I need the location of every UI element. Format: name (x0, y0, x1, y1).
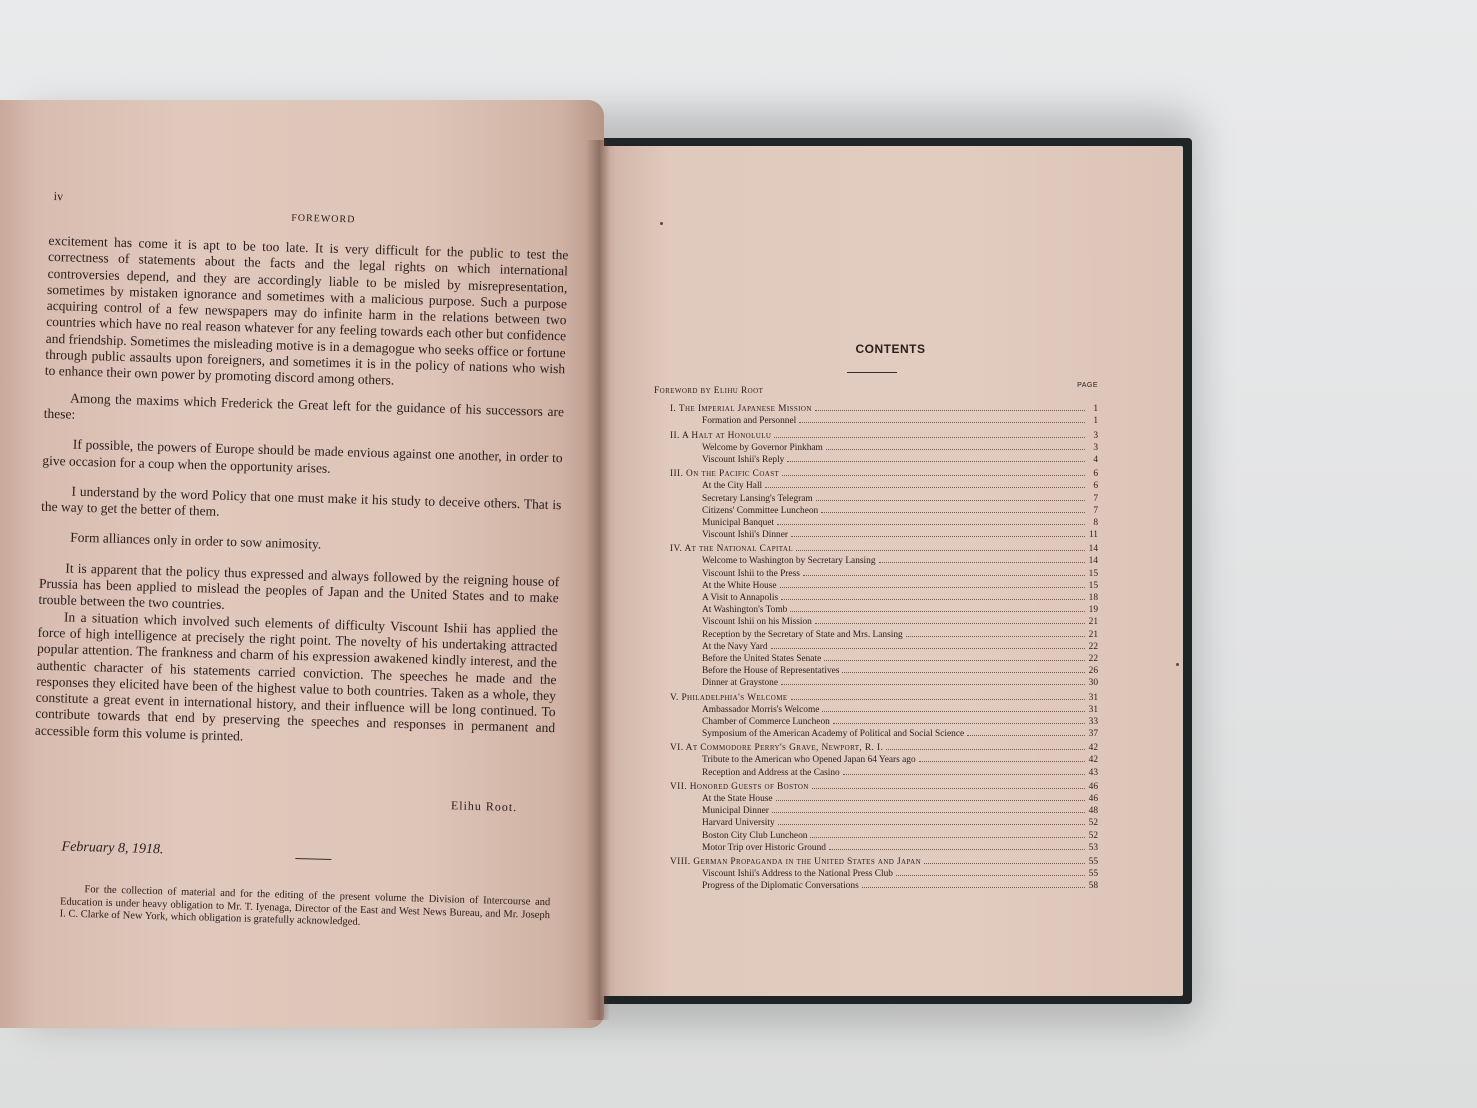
toc-page-number: 58 (1088, 881, 1098, 892)
toc-entry-title: Viscount Ishii's Reply (702, 454, 785, 465)
toc-subentry (654, 865, 1098, 880)
toc-page-number: 15 (1088, 568, 1098, 579)
toc-subentry (654, 674, 1098, 689)
book-gutter (586, 140, 610, 1020)
toc-entry-title: Viscount Ishii on his Mission (702, 617, 812, 628)
toc-page-number: 14 (1088, 556, 1098, 567)
toc-leader-dots (815, 400, 1085, 411)
toc-entry-title: Harvard University (702, 818, 775, 829)
toc-page-number: 42 (1088, 743, 1098, 754)
toc-entry-title: Progress of the Diplomatic Conversations (702, 881, 859, 892)
toc-subentry (654, 751, 1098, 766)
toc-subentry (654, 638, 1098, 650)
toc-entry-title: I. The Imperial Japanese Mission (670, 404, 812, 415)
toc-page-number: 46 (1088, 794, 1098, 804)
toc-leader-dots (821, 502, 1085, 513)
acknowledgement-note (60, 883, 551, 934)
toc-page-number: 37 (1088, 729, 1098, 740)
toc-leader-dots (816, 490, 1085, 501)
toc-subentry (654, 589, 1098, 601)
toc-entry-title: Chamber of Commerce Luncheon (702, 716, 830, 727)
toc-entry-title: Boston City Club Luncheon (702, 830, 808, 841)
toc-entry-title: Reception and Address at the Casino (702, 767, 840, 778)
toc-entry-title: Welcome by Governor Pinkham (702, 442, 823, 453)
toc-page-number: 22 (1088, 653, 1098, 664)
toc-subentry (654, 814, 1098, 829)
toc-entry-title: A Visit to Annapolis (702, 593, 779, 603)
foreword-paragraph: In a situation which involved such elements of difficulty Viscount Ishii has applied the force of high intelligence at precisely the right point. The novelty of his undertaking attracted popular attention. The frankness and charm of his expression awakened kindly interest, and the authentic character of his statements carried conviction. The speeches he made and the responses they elicited have been of the highest value to both countries. Taken as a whole, they constitute a great event in international history, and their influence will be long continued. To contribute towards that end by preserving the speeches and responses in permanent and accessible form this volume is printed. (34, 609, 559, 744)
toc-leader-dots (781, 589, 1085, 600)
toc-entry-title: At Washington's Tomb (702, 605, 788, 616)
page-number: iv (53, 188, 64, 204)
toc-subentry (654, 790, 1098, 802)
toc-subentry (654, 601, 1098, 616)
toc-subentry (654, 577, 1098, 589)
toc-entry-title: VIII. German Propaganda in the United States and Japan (670, 856, 922, 867)
toc-entry-title: Municipal Dinner (702, 806, 769, 817)
toc-subentry (654, 412, 1098, 427)
toc-page-number: 26 (1088, 666, 1098, 677)
toc-page-number: 21 (1088, 629, 1098, 640)
toc-entry-title: Dinner at Graystone (702, 678, 779, 689)
toc-entry-title: Viscount Ishii to the Press (702, 568, 800, 579)
section-rule (295, 858, 331, 860)
toc-leader-dots (782, 465, 1085, 476)
toc-leader-dots (879, 552, 1085, 563)
toc-subentry (654, 701, 1098, 713)
toc-subentry (654, 839, 1098, 851)
toc-page-number: 14 (1088, 544, 1098, 555)
toc-chapter (654, 778, 1098, 790)
toc-page-number: 19 (1088, 605, 1098, 616)
toc-chapter (654, 540, 1098, 555)
toc-page-number: 21 (1088, 617, 1098, 628)
toc-entry-title: Foreword by Elihu Root (654, 386, 764, 396)
toc-entry-title: IV. At the National Capital (670, 544, 794, 555)
left-page (0, 100, 604, 1028)
toc-subentry (654, 451, 1098, 463)
toc-leader-dots (815, 613, 1085, 624)
toc-page-number: 53 (1088, 842, 1098, 853)
toc-leader-dots (833, 713, 1085, 724)
toc-subentry (654, 514, 1098, 526)
toc-page-number: 46 (1088, 781, 1098, 792)
toc-leader-dots (822, 701, 1085, 712)
toc-entry-title: Citizens' Committee Luncheon (702, 505, 819, 516)
toc-page-number: 3 (1093, 430, 1098, 441)
toc-leader-dots (771, 638, 1085, 649)
right-page (598, 146, 1183, 996)
toc-entry-title: Viscount Ishii's Dinner (702, 530, 789, 541)
toc-entry-title: At the Navy Yard (702, 641, 768, 652)
toc-leader-dots (919, 751, 1085, 762)
toc-page-number: 22 (1088, 641, 1098, 652)
toc-subentry (654, 802, 1098, 817)
toc-page-number: 31 (1088, 692, 1098, 703)
toc-leader-dots (787, 451, 1085, 462)
toc-entry-title: VI. At Commodore Perry's Grave, Newport, R. I. (670, 743, 884, 754)
toc-subentry (654, 827, 1098, 839)
foreword-paragraph: excitement has come it is apt to be too late. It is very difficult for the public to test the correctness of statements about the facts and the legal rights on which international controversies depend, and they are accordingly liable to be misled by misrepresentation, sometimes by mistaken ignorance and sometimes with a malicious purpose. Such a purpose acquiring control of a few newspapers may do infinite harm in the relations between two countries which have no real reason whatever for any feeling towards each other but confidence and friendship. Sometimes the misleading motive is in a demagogue who seeks office or fortune through public assaults upon foreigners, and sometimes it is in the policy of nations who wish to enhance their own power by promoting discord among others. (44, 232, 569, 388)
toc-entry-title: Reception by the Secretary of State and Mrs. Lansing (702, 629, 903, 640)
toc-entry-title: III. On the Pacific Coast (670, 469, 780, 480)
toc-leader-dots (906, 626, 1085, 637)
toc-subentry (654, 725, 1098, 740)
toc-leader-dots (924, 853, 1085, 864)
toc-entry-title: Formation and Personnel (702, 416, 797, 427)
toc-leader-dots (796, 540, 1085, 551)
toc-entry-title: VII. Honored Guests of Boston (670, 781, 809, 792)
left-page-text (0, 100, 604, 1028)
toc-page-number: 7 (1093, 493, 1098, 504)
toc-subentry (654, 662, 1098, 677)
toc-chapter (654, 386, 1098, 398)
toc-entry-title: At the White House (702, 580, 777, 591)
toc-page-number: 8 (1093, 517, 1098, 528)
toc-chapter (654, 465, 1098, 480)
toc-entry-title: Tribute to the American who Opened Japan 64 Years ago (702, 755, 916, 766)
toc-leader-dots (790, 601, 1085, 612)
toc-page-number: 31 (1088, 704, 1098, 715)
toc-subentry (654, 477, 1098, 492)
toc-subentry (654, 713, 1098, 725)
toc-leader-dots (780, 577, 1085, 588)
toc-leader-dots (824, 650, 1085, 661)
toc-page-number: 3 (1093, 442, 1098, 453)
toc-entry-title: Symposium of the American Academy of Political and Social Science (702, 729, 965, 740)
foreword-paragraph: Among the maxims which Frederick the Great left for the guidance of his successors are these: (43, 390, 565, 422)
toc-leader-dots (810, 827, 1085, 838)
toc-leader-dots (886, 739, 1085, 750)
toc-entry-title: V. Philadelphia's Welcome (670, 692, 788, 703)
toc-page-number: 6 (1093, 481, 1098, 492)
toc-page-number: 15 (1088, 580, 1098, 591)
foreword-paragraph: It is apparent that the policy thus expressed and always followed by the reigning house of Prussia has been applied to mislead the peoples of Japan and the United States and to make trouble between the two countries. (38, 560, 560, 613)
toc-page-number: 4 (1093, 454, 1098, 465)
toc-leader-dots (967, 725, 1085, 736)
toc-page-number: 48 (1088, 806, 1098, 817)
toc-subentry (654, 626, 1098, 638)
toc-subentry (654, 552, 1098, 567)
toc-leader-dots (774, 427, 1085, 438)
toc-page-number: 52 (1088, 830, 1098, 841)
toc-page-number: 52 (1088, 818, 1098, 829)
toc-subentry (654, 613, 1098, 628)
contents-title: CONTENTS (855, 342, 926, 356)
toc-chapter (654, 853, 1098, 865)
toc-leader-dots (799, 412, 1085, 423)
toc-page-number: 18 (1088, 593, 1098, 603)
toc-subentry (654, 490, 1098, 502)
toc-leader-dots (896, 865, 1085, 876)
maxim-quote: I understand by the word Policy that one must make it his study to deceive others. That is the way to get the better of them. (40, 483, 562, 519)
toc-subentry (654, 439, 1098, 451)
toc-page-number: 1 (1093, 416, 1098, 427)
toc-leader-dots (826, 439, 1085, 450)
toc-subentry (654, 565, 1098, 577)
title-rule (847, 372, 897, 373)
signature: Elihu Root. (450, 798, 518, 815)
toc-leader-dots (772, 802, 1085, 813)
toc-leader-dots (843, 764, 1085, 775)
page-speck (660, 222, 663, 225)
toc-list (654, 386, 1098, 890)
toc-page-number: 1 (1093, 404, 1098, 415)
toc-leader-dots (812, 778, 1085, 789)
toc-subentry (654, 502, 1098, 514)
toc-leader-dots (842, 662, 1085, 673)
toc-subentry (654, 877, 1098, 892)
maxim-quote: If possible, the powers of Europe should be made envious against one another, in order to give occasion for a coup when the opportunity arises. (42, 436, 563, 476)
maxim-quote: Form alliances only in order to sow animosity. (70, 530, 322, 553)
toc-page-number: 42 (1088, 755, 1098, 766)
toc-page-number: 30 (1088, 678, 1098, 689)
toc-entry-title: Ambassador Morris's Welcome (702, 704, 820, 715)
page-column-header: PAGE (1077, 382, 1098, 389)
toc-entry-title: Secretary Lansing's Telegram (702, 493, 813, 504)
toc-page-number: 6 (1093, 469, 1098, 480)
toc-leader-dots (791, 689, 1085, 700)
toc-entry-title: Before the United States Senate (702, 653, 822, 664)
toc-entry-title: Viscount Ishii's Address to the National Press Club (702, 869, 893, 880)
toc-page-number: 7 (1093, 505, 1098, 516)
toc-leader-dots (862, 877, 1085, 888)
toc-subentry (654, 526, 1098, 541)
toc-subentry (654, 650, 1098, 662)
toc-entry-title: Welcome to Washington by Secretary Lansing (702, 556, 876, 567)
toc-entry-title: Before the House of Representatives (702, 666, 840, 677)
toc-chapter (654, 689, 1098, 701)
toc-entry-title: Motor Trip over Historic Ground (702, 842, 826, 853)
running-head: FOREWORD (291, 212, 356, 226)
toc-leader-dots (791, 526, 1085, 537)
acknowledgement-text: For the collection of material and for the editing of the present volume the Division of Intercourse and Education is under heavy obligation to Mr. T. Iyenaga, Director of the East and West News Bureau, and Mr. Joseph I. C. Clarke of New York, which obligation is gratefully acknowledged. (59, 884, 551, 928)
toc-entry-title: At the City Hall (702, 481, 763, 492)
foreword-body (35, 233, 569, 753)
toc-leader-dots (781, 674, 1085, 685)
toc-leader-dots (777, 514, 1085, 525)
toc-chapter (654, 427, 1098, 439)
date: February 8, 1918. (61, 839, 164, 858)
toc-leader-dots (829, 839, 1085, 850)
toc-entry-title: Municipal Banquet (702, 517, 775, 528)
toc-page-number: 43 (1088, 767, 1098, 778)
toc-page-number: 33 (1088, 716, 1098, 727)
toc-page-number: 55 (1088, 856, 1098, 867)
toc-chapter (654, 400, 1098, 415)
toc-leader-dots (778, 814, 1085, 825)
toc-entry-title: At the State House (702, 794, 773, 804)
toc-leader-dots (765, 477, 1085, 488)
toc-chapter (654, 739, 1098, 754)
toc-leader-dots (776, 790, 1085, 801)
page-speck (1176, 663, 1179, 666)
toc-entry-title: II. A Halt at Honolulu (670, 430, 772, 441)
toc-page-number: 55 (1088, 869, 1098, 880)
toc-subentry (654, 764, 1098, 776)
toc-page-number: 11 (1088, 530, 1098, 541)
toc-leader-dots (803, 565, 1085, 576)
